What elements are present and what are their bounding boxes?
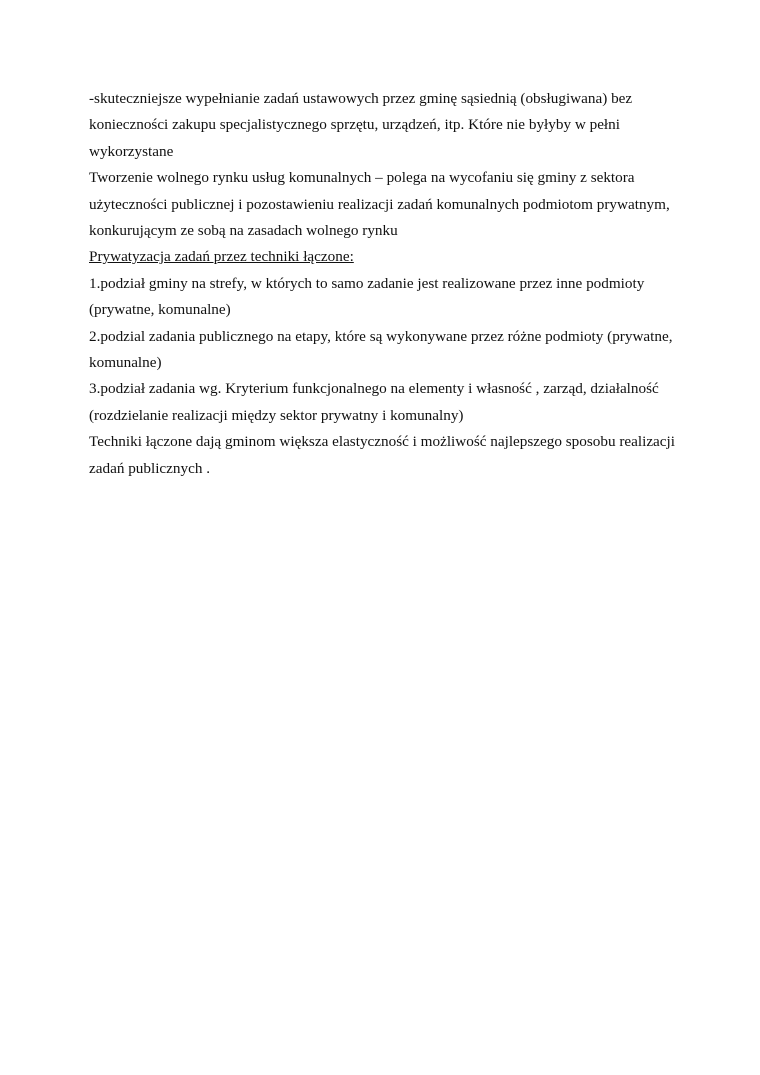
list-item-stages: 2.podzial zadania publicznego na etapy, które są wykonywane przez różne podmioty (prywatne, komunalne) xyxy=(89,327,673,372)
paragraph-free-market: Tworzenie wolnego rynku usług komunalnych – polega na wycofaniu się gminy z sektora użyteczności publicznej i pozostawieniu realizacji zadań komunalnych podmiotom prywatnym, konkurującym ze sobą na zasadach wolnego rynku xyxy=(89,169,670,240)
paragraph-conclusion: Techniki łączone dają gminom większa elastyczność i możliwość najlepszego sposobu realizacji zadań publicznych . xyxy=(89,433,675,477)
list-item-zones: 1.podział gminy na strefy, w których to samo zadanie jest realizowane przez inne podmioty (prywatne, komunalne) xyxy=(89,274,645,319)
section-heading-privatization: Prywatyzacja zadań przez techniki łączone: xyxy=(89,248,354,266)
document-body xyxy=(89,86,689,482)
list-item-functional: 3.podział zadania wg. Kryterium funkcjonalnego na elementy i własność , zarząd, działalność (rozdzielanie realizacji między sektor prywatny i komunalny) xyxy=(89,380,659,424)
paragraph-shared-tasks: -skuteczniejsze wypełnianie zadań ustawowych przez gminę sąsiednią (obsługiwana) bez konieczności zakupu specjalistycznego sprzętu, urządzeń, itp. Które nie byłyby w pełni wykorzystane xyxy=(89,90,633,160)
